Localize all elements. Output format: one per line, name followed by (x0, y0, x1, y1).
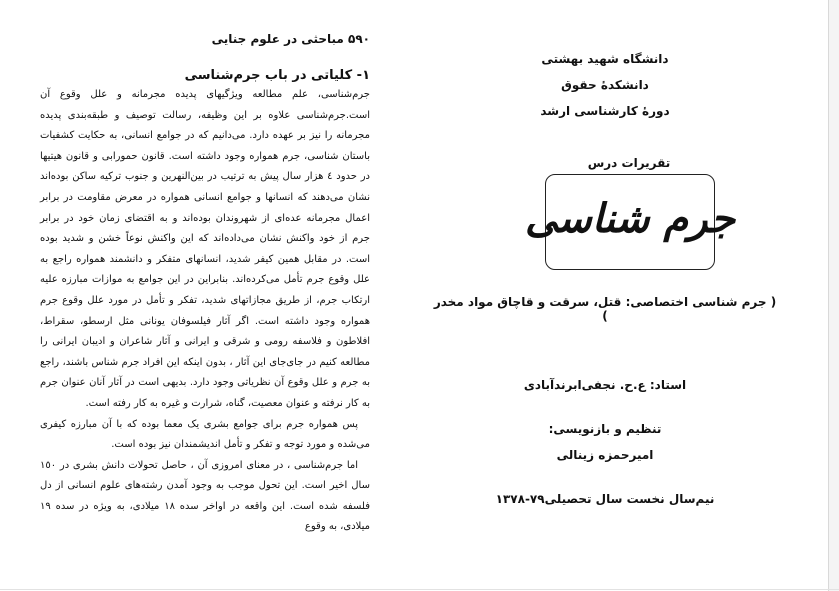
page-bottom-rule (0, 589, 839, 590)
paragraph-1: جرم‌شناسی، علم مطالعه ویژگیهای پدیده مجرمانه و علل وقوع آن است.جرم‌شناسی علاوه بر این وظیفه، رسالت توصیف و طبقه‌بندی پدیده مجرمانه را نیز بر عهده دارد. می‌دانیم که در جوامع انسانی، به حکایت کشفیات باستان شناسی، جرم همواره وجود داشته است. قانون حمورابی و قانون هیتیها در حدود ٤ هزار سال پیش به ترتیب در بین‌النهرین و جنوب ترکیه ساکن بوده‌اند نشان می‌دهند که انسانها و جوامع انسانی همواره در معرض مقاومت در برابر اعمال مجرمانه عده‌ای از شهروندان بوده‌اند و به اقتضای زمان خود در برابر جرم از خود واکنش نشان می‌داده‌اند که این واکنش نوعاً خشن و شدید بوده است. در مقابل همین کیفر شدید، انسانهای متفکر و دانشمند همواره راجع به علل وقوع جرم تأمل می‌کرده‌اند. بنابراین در این جوامع به موازات مبارزه علیه ارتکاب جرم، از طریق مجازاتهای شدید، تفکر و تأمل در مورد علل وقوع جرم همواره وجود داشته است. اگر آثار فیلسوفان یونانی مثل ارسطو، سقراط، افلاطون و فلاسفه رومی و شرقی و ایرانی و آثار شاعران و ادیبان ایرانی را مطالعه کنیم در جای‌جای این آثار ، بدون اینکه این افراد جرم شناس باشند، راجع به جرم و علل وقوع آن نظریاتی وجود دارد. بدیهی است در آثار آنان عنوان جرم به کار نرفته و عنوان معصیت، گناه، شرارت و غیره به کار رفته است. (40, 89, 370, 409)
left-page (40, 32, 370, 538)
editor-name: امیرحمزه زینالی (556, 448, 654, 462)
paragraph-3: اما جرم‌شناسی ، در معنای امروزی آن ، حاصل تحولات دانش بشری در ١٥٠ سال اخیر است. این تحول موجب به وجود آمدن رشته‌های علوم انسانی از دل فلسفه شده است. این واقعه در اواخر سده ١٨ میلادی، به ویژه در سده ١٩ میلادی، به وقوع (40, 459, 370, 533)
semester-line: نیم‌سال نخست سال تحصیلی۷۹-۱۳۷۸ (495, 492, 715, 506)
page-edge-strip (829, 0, 839, 591)
section-title: ۱- کلیاتی در باب جرم‌شناسی (184, 68, 370, 83)
university-name: دانشگاه شهید بهشتی (541, 52, 669, 66)
professor-line: استاد: ع.ح. نجفی‌ابرندآبادی (523, 378, 687, 392)
editor-label: تنظیم و بازنویسی: (548, 422, 662, 436)
body-text (40, 85, 370, 538)
faculty-name: دانشکدهٔ حقوق (561, 78, 649, 92)
course-title-logo (524, 174, 736, 270)
program-name: دورهٔ کارشناسی ارشد (540, 104, 670, 118)
logo-text: جرم شناسی (524, 195, 736, 242)
lecture-label: تقریرات درس (587, 156, 671, 170)
calligraphy-logo (524, 182, 736, 262)
paragraph-2: پس همواره جرم برای جوامع بشری یک معما بوده که با آن مبارزه کیفری می‌شده و مورد توجه و تفکر و تأمل اندیشمندان نیز بوده است. (40, 418, 370, 451)
running-header: ۵۹۰ مباحثی در علوم جنایی (211, 32, 370, 46)
course-subtitle: ( جرم شناسی اختصاصی: قتل، سرقت و قاچاق مواد مخدر ) (433, 295, 777, 323)
